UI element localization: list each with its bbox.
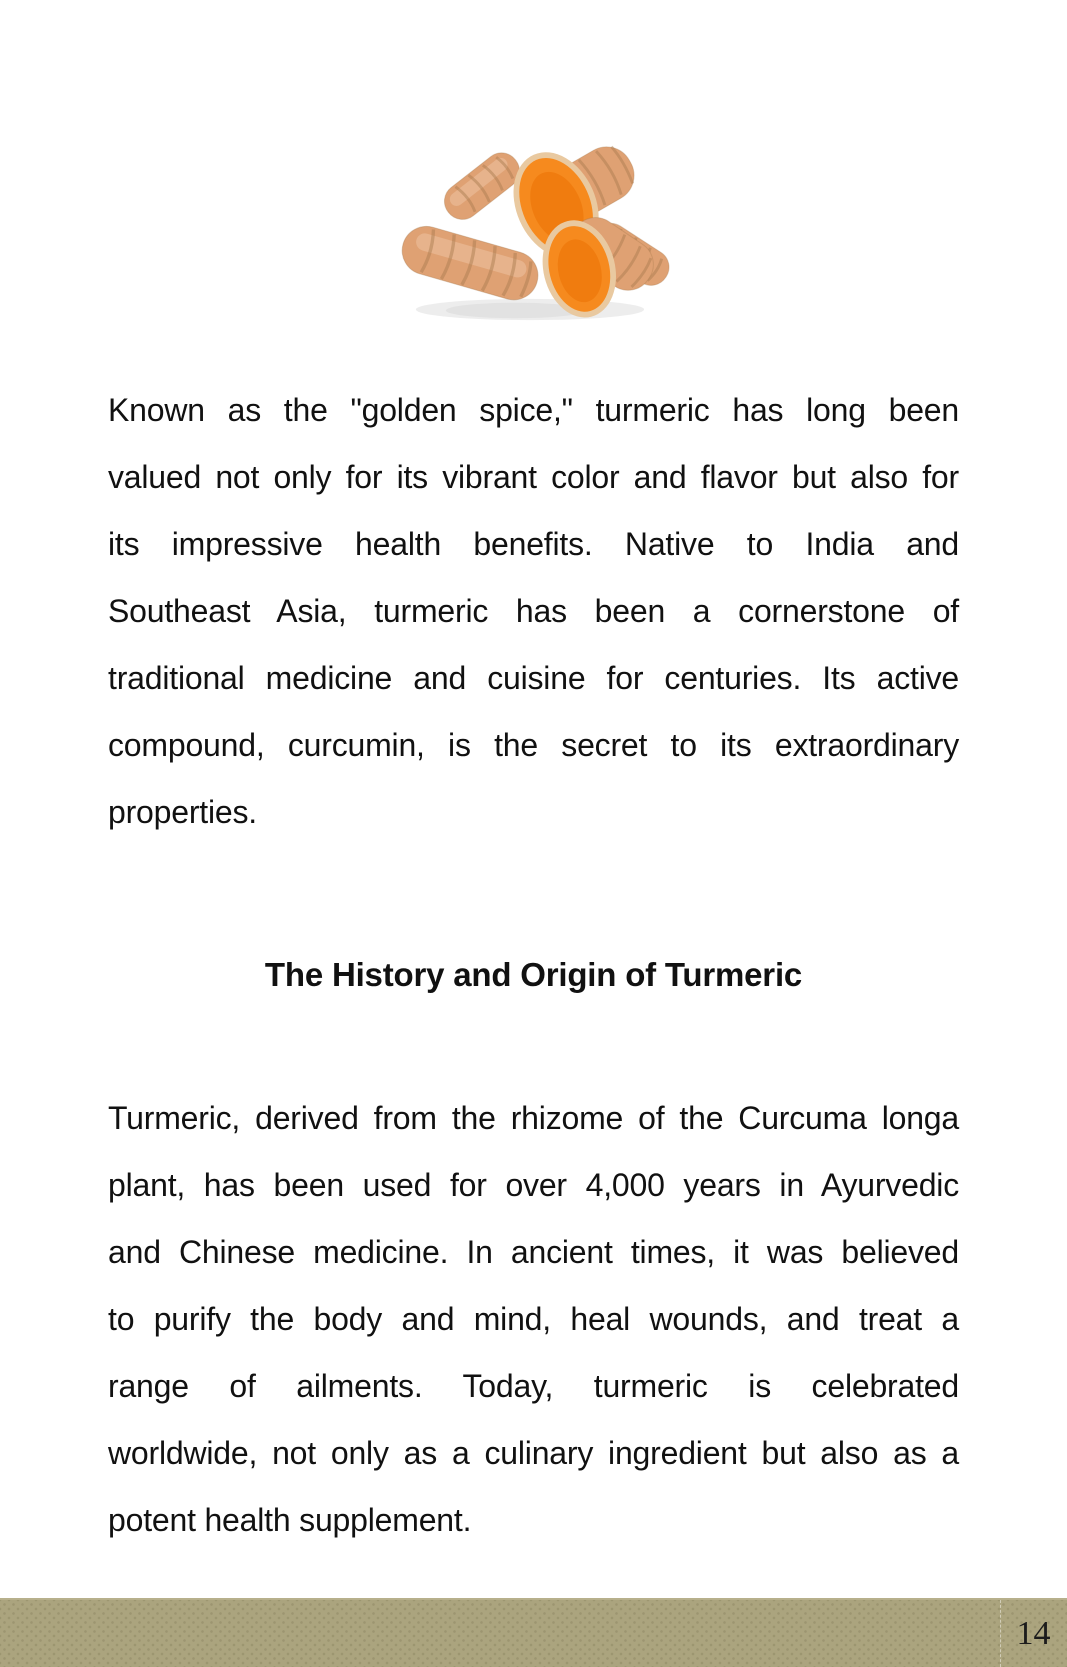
turmeric-photo (385, 115, 675, 330)
text-line: worldwide, not only as a culinary ingredient but also as a (108, 1435, 959, 1471)
text-line: potent health supplement. (108, 1502, 472, 1538)
text-line: properties. (108, 794, 257, 830)
text-line: traditional medicine and cuisine for centuries. Its active (108, 660, 959, 696)
text-line: plant, has been used for over 4,000 years in Ayurvedic (108, 1167, 959, 1203)
turmeric-illustration (385, 115, 675, 330)
text-line: range of ailments. Today, turmeric is celebrated (108, 1368, 959, 1404)
page-number: 14 (1016, 1614, 1051, 1652)
page-number-cell (1000, 1600, 1067, 1667)
text-line: compound, curcumin, is the secret to its extraordinary (108, 727, 959, 763)
text-line: Turmeric, derived from the rhizome of the Curcuma longa (108, 1100, 959, 1136)
footer-bar (0, 1598, 1067, 1667)
text-line: valued not only for its vibrant color and flavor but also for (108, 459, 959, 495)
text-line: and Chinese medicine. In ancient times, it was believed (108, 1234, 959, 1270)
body-paragraph-1 (108, 377, 959, 846)
text-line: Southeast Asia, turmeric has been a cornerstone of (108, 593, 959, 629)
text-line: to purify the body and mind, heal wounds, and treat a (108, 1301, 959, 1337)
text-line: Known as the "golden spice," turmeric has long been (108, 392, 959, 428)
body-paragraph-2 (108, 1085, 959, 1554)
text-line: its impressive health benefits. Native to India and (108, 526, 959, 562)
section-heading: The History and Origin of Turmeric (264, 956, 803, 993)
